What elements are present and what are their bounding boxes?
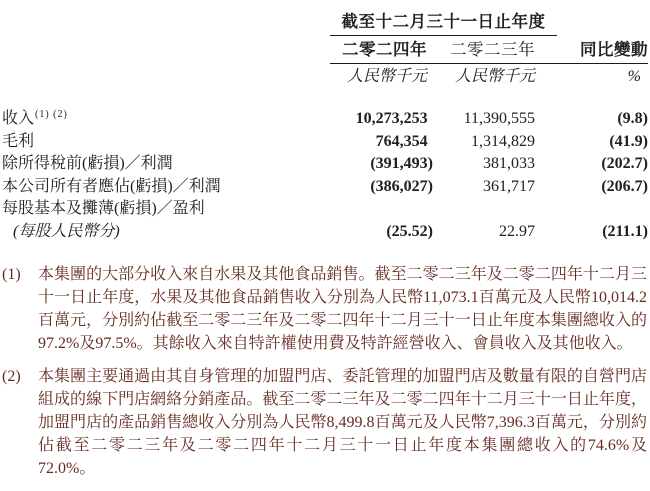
value-2023: 11,390,555	[463, 110, 535, 127]
value-yoy: (9.8)	[617, 110, 648, 127]
spacer-cell	[557, 13, 648, 36]
unit-header-row	[2, 64, 648, 87]
footnote-text: 本集團主要通過由其自身管理的加盟門店、委託管理的加盟門店及數量有限的自營門店組成的線下門店網絡分銷產品。截至二零二三年及二零二四年十二月三十一日止年度，加盟門店的產品銷售總收入分別為人民幣8,499.8百萬元及人民幣7,396.3百萬元，分別約佔截至二零二三年及二零二四年十二月三十一日止年度本集團總收入的74.6%及72.0%。	[38, 368, 647, 477]
value-2023: 361,717	[483, 177, 535, 195]
spacer-cell	[2, 13, 330, 36]
row-label: (每股人民幣分)	[13, 222, 120, 240]
period-header: 截至十二月三十一日止年度	[330, 13, 557, 36]
value-2023: 381,033	[483, 155, 535, 172]
value-2024	[330, 198, 433, 221]
column-header-yoy: 同比變動	[557, 36, 648, 64]
row-label	[2, 86, 330, 131]
value-2023	[433, 198, 557, 221]
value-yoy: (211.1)	[602, 222, 648, 240]
row-label-text: 收入	[2, 110, 35, 127]
value-2024: (391,493)	[370, 155, 433, 172]
row-label: 毛利	[2, 132, 35, 150]
footnote-marker: (1)	[2, 266, 21, 283]
footnote-marker: (2)	[2, 368, 21, 385]
value-2024: (25.52)	[386, 222, 433, 240]
value-2023: 22.97	[499, 222, 535, 240]
column-header-2024: 二零二四年	[330, 36, 433, 64]
table-row-revenue	[2, 86, 648, 131]
unit-label-2023: 人民幣千元	[454, 68, 535, 85]
footnote-reference: (1) (2)	[35, 109, 68, 120]
footnotes-section	[2, 263, 648, 480]
value-yoy: (206.7)	[601, 177, 648, 195]
value-yoy: (41.9)	[609, 132, 648, 150]
table-row-eps-value	[2, 221, 648, 244]
unit-label-2024: 人民幣千元	[346, 68, 427, 85]
spacer-cell	[2, 36, 330, 64]
value-yoy	[557, 198, 648, 221]
footnote-1	[2, 263, 648, 355]
spacer-cell	[2, 64, 330, 87]
row-label: 每股基本及攤薄(虧損)／盈利	[2, 200, 205, 217]
table-row-eps-heading	[2, 198, 648, 221]
year-header-row	[2, 36, 648, 64]
period-header-row	[2, 13, 648, 36]
table-row-gross-profit	[2, 131, 648, 154]
value-2024: 10,273,253	[355, 110, 428, 127]
value-2024: 764,354	[375, 132, 428, 150]
unit-label-yoy: %	[627, 68, 641, 85]
value-2024: (386,027)	[370, 177, 433, 195]
row-label: 除所得稅前(虧損)／利潤	[2, 155, 173, 172]
footnote-2	[2, 365, 648, 480]
table-row-owners-profit	[2, 176, 648, 199]
value-2023: 1,314,829	[471, 132, 535, 150]
financial-summary-table	[2, 13, 648, 243]
column-header-2023: 二零二三年	[433, 36, 557, 64]
footnote-text: 本集團的大部分收入來自水果及其他食品銷售。截至二零二三年及二零二四年十二月三十一日止年度，水果及其他食品銷售收入分別為人民幣11,073.1百萬元及人民幣10,014.2百萬元，分別約佔截至二零二三年及二零二四年十二月三十一日止年度本集團總收入的97.2%及97.5%。其餘收入來自特許權使用費及特許經營收入、會員收入及其他收入。	[38, 266, 647, 352]
row-label: 本公司所有者應佔(虧損)／利潤	[2, 177, 221, 195]
table-row-pretax-profit	[2, 153, 648, 176]
value-yoy: (202.7)	[601, 155, 648, 172]
